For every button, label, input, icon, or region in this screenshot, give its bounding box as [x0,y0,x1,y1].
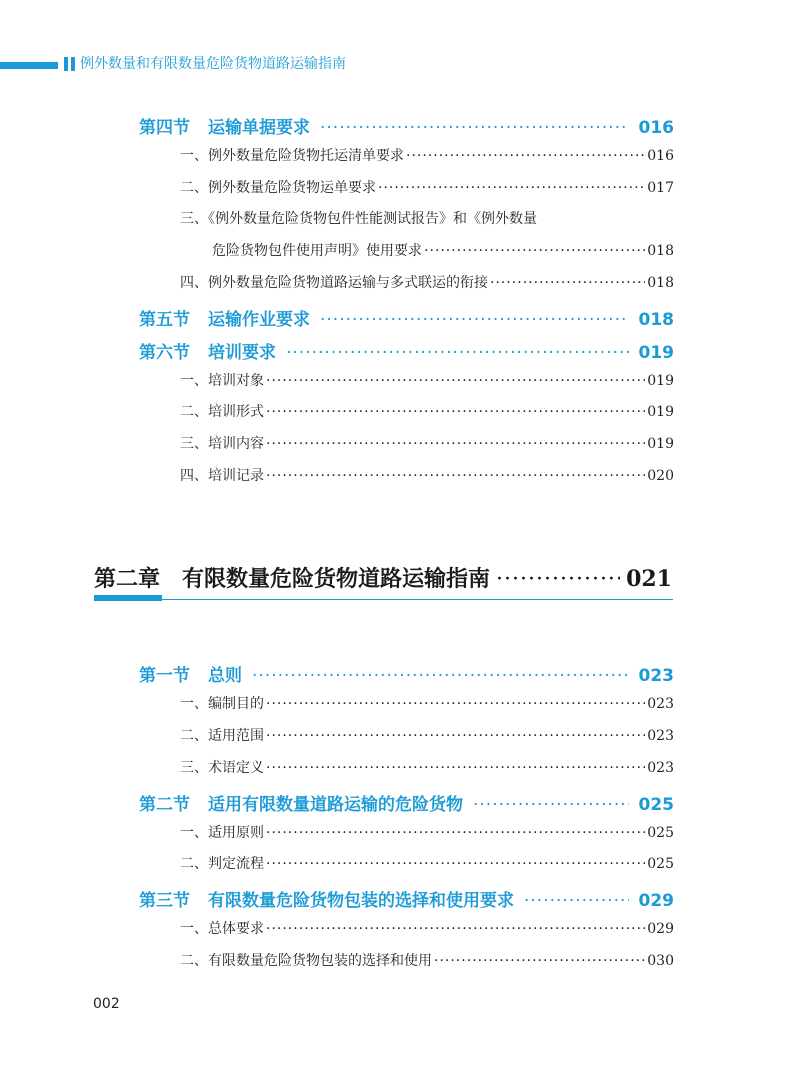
toc-item-first-line[interactable]: 三、《例外数量危险货物包件性能测试报告》和《例外数量 [180,211,537,227]
chapter-title: 有限数量危险货物道路运输指南 [182,566,491,592]
leader-dots [266,468,645,484]
item-title: 一、编制目的 [180,696,264,712]
header-tick-mark [71,57,75,71]
item-title: 一、例外数量危险货物托运清单要求 [180,148,404,164]
item-title: 一、总体要求 [180,921,264,937]
leader-dots [266,825,645,841]
item-title: 二、有限数量危险货物包装的选择和使用 [180,953,432,969]
section-number: 第四节 [139,118,190,138]
toc-section-2[interactable] [139,790,674,815]
leader-dots [320,118,629,138]
page-number: 019 [638,343,674,363]
page-number: 023 [647,728,674,744]
leader-dots [406,148,645,164]
chapter-underline [94,599,673,600]
toc-item[interactable] [180,918,674,938]
leader-dots [252,666,629,686]
leader-dots [266,856,645,872]
item-title: 二、适用范围 [180,728,264,744]
page-number: 023 [647,760,674,776]
page-number: 018 [647,275,674,291]
page-folio: 002 [93,996,120,1012]
chapter-number: 第二章 [94,566,161,592]
page-number: 021 [626,566,672,592]
toc-item[interactable] [180,272,674,292]
toc-chapter-2[interactable] [94,562,672,593]
item-title: 一、培训对象 [180,373,264,389]
page-number: 023 [638,666,674,686]
leader-dots [266,404,645,420]
toc-item[interactable] [180,757,674,777]
toc-item[interactable] [180,401,674,421]
item-title: 四、培训记录 [180,468,264,484]
toc-section-1[interactable] [139,661,674,686]
item-title: 一、适用原则 [180,825,264,841]
page-number: 025 [647,825,674,841]
leader-dots [266,436,645,452]
toc-section-4[interactable] [139,113,674,138]
page-number: 025 [647,856,674,872]
item-title: 危险货物包件使用声明》使用要求 [212,243,422,259]
toc-item-continuation[interactable] [212,240,674,260]
leader-dots [378,180,645,196]
page-number: 018 [638,310,674,330]
leader-dots [266,728,645,744]
section-title: 有限数量危险货物包装的选择和使用要求 [208,891,514,911]
leader-dots [434,953,645,969]
leader-dots [496,567,620,592]
section-title: 运输作业要求 [208,310,310,330]
page-number: 019 [647,373,674,389]
item-title: 二、培训形式 [180,404,264,420]
page-number: 016 [638,118,674,138]
toc-item[interactable] [180,145,674,165]
leader-dots [266,373,645,389]
toc-section-6[interactable] [139,338,674,363]
item-title: 三、培训内容 [180,436,264,452]
toc-section-5[interactable] [139,305,674,330]
item-title: 二、例外数量危险货物运单要求 [180,180,376,196]
page-number: 023 [647,696,674,712]
page-number: 016 [647,148,674,164]
section-title: 培训要求 [208,343,276,363]
section-number: 第二节 [139,795,190,815]
page-number: 017 [647,180,674,196]
item-title: 四、例外数量危险货物道路运输与多式联运的衔接 [180,275,488,291]
toc-item[interactable] [180,693,674,713]
chapter-accent-bar [94,595,162,601]
page-number: 020 [647,468,674,484]
leader-dots [266,696,645,712]
page-number: 019 [647,404,674,420]
page-number: 029 [638,891,674,911]
section-title: 适用有限数量道路运输的危险货物 [208,795,463,815]
toc-item[interactable] [180,853,674,873]
header-accent-bar [0,62,58,69]
page-number: 019 [647,436,674,452]
item-title: 二、判定流程 [180,856,264,872]
section-number: 第一节 [139,666,190,686]
page-number: 025 [638,795,674,815]
leader-dots [286,343,629,363]
toc-item[interactable] [180,465,674,485]
leader-dots [320,310,629,330]
item-title: 三、术语定义 [180,760,264,776]
toc-item[interactable] [180,822,674,842]
section-number: 第五节 [139,310,190,330]
toc-item[interactable] [180,433,674,453]
toc-item[interactable] [180,725,674,745]
leader-dots [524,891,629,911]
page-number: 029 [647,921,674,937]
leader-dots [490,275,645,291]
section-number: 第三节 [139,891,190,911]
leader-dots [266,921,645,937]
page-number: 018 [647,243,674,259]
leader-dots [473,795,629,815]
page-number: 030 [647,953,674,969]
toc-section-3[interactable] [139,886,674,911]
section-title: 总则 [208,666,242,686]
header-tick-mark [64,57,68,71]
leader-dots [266,760,645,776]
toc-item[interactable] [180,370,674,390]
toc-item[interactable] [180,950,674,970]
running-header-title: 例外数量和有限数量危险货物道路运输指南 [80,56,346,72]
leader-dots [424,243,645,259]
toc-item[interactable] [180,177,674,197]
section-number: 第六节 [139,343,190,363]
section-title: 运输单据要求 [208,118,310,138]
